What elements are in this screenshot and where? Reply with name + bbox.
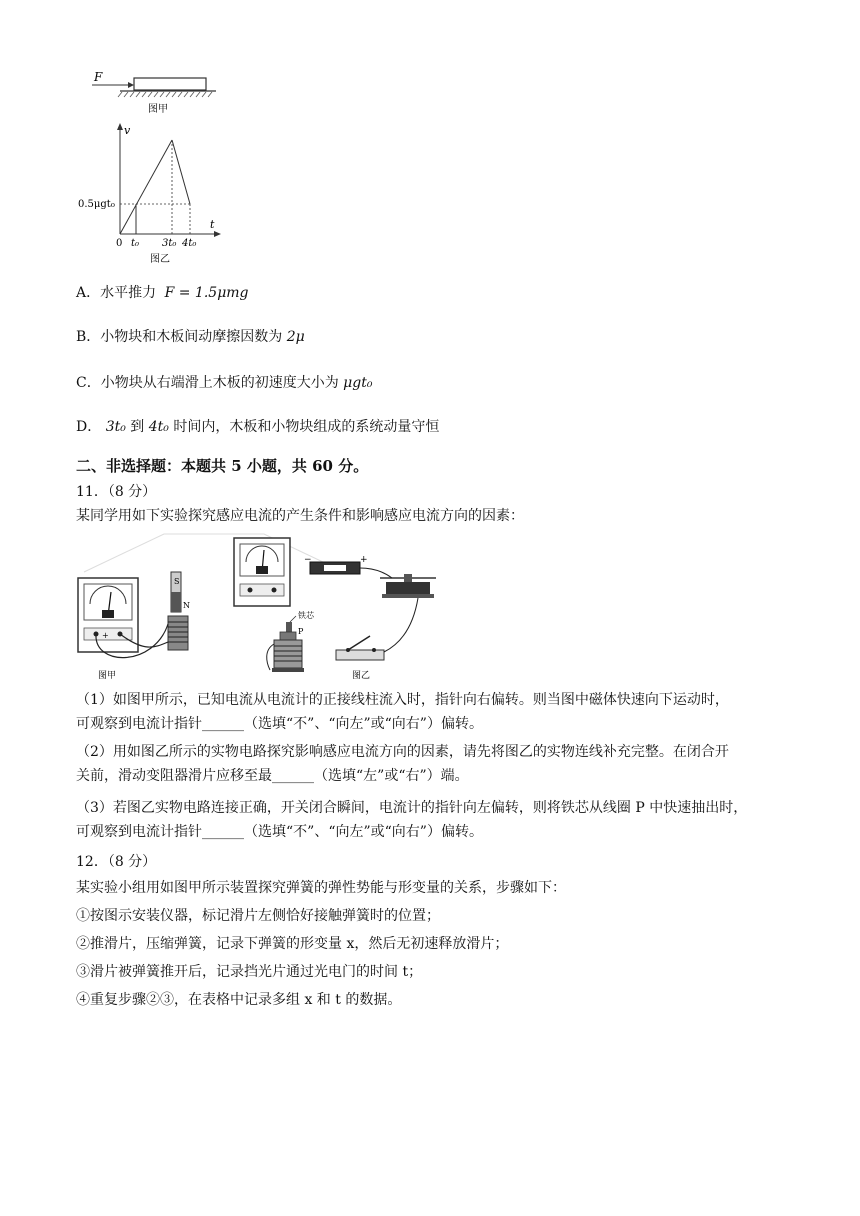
x-tick-t0: t₀ (131, 238, 140, 249)
q12-step2: ②推滑片，压缩弹簧，记录下弹簧的形变量 x，然后无初速释放滑片； (76, 936, 509, 952)
option-a (76, 282, 249, 302)
x-tick-4t0: 4t₀ (182, 238, 197, 249)
q11-p3-line2: 可观察到电流计指针______（选填“不”、“向左”或“向右”）偏转。 (76, 824, 483, 840)
option-b-formula: 2μ (286, 329, 305, 345)
q11-stem: 某同学用如下实验探究感应电流的产生条件和影响感应电流方向的因素： (76, 508, 524, 524)
figure-board-and-vt-graph (76, 66, 226, 266)
option-a-formula: F = 1.5μmg (164, 285, 249, 301)
option-c-letter: C． (76, 375, 101, 391)
q12-stem: 某实验小组用如图甲所示装置探究弹簧的弹性势能与形变量的关系，步骤如下： (76, 880, 566, 896)
option-a-text: 水平推力 (100, 285, 157, 301)
option-c-text: 小物块从右端滑上木板的初速度大小为 (100, 375, 339, 391)
coil-p-label: P (298, 627, 304, 636)
q11-p1-line2: 可观察到电流计指针______（选填“不”、“向左”或“向右”）偏转。 (76, 716, 483, 732)
option-c (76, 372, 372, 392)
q12-step4: ④重复步骤②③，在表格中记录多组 x 和 t 的数据。 (76, 992, 402, 1008)
caption-figure-yi: 图乙 (150, 254, 170, 265)
option-d-letter: D． (76, 419, 102, 435)
y-tick-label: 0.5μgt₀ (78, 199, 115, 210)
svg-text:+: + (360, 555, 368, 565)
q11-p1-line1: （1）如图甲所示，已知电流从电流计的正接线柱流入时，指针向右偏转。则当图中磁体快速向下运动时， (76, 692, 729, 708)
option-d-mid: 到 (130, 419, 145, 435)
option-d-text: 时间内，木板和小物块组成的系统动量守恒 (173, 419, 440, 435)
section-heading: 二、非选择题：本题共 5 小题，共 60 分。 (76, 457, 369, 475)
figure-yi-vt-graph (78, 123, 221, 265)
q11-p2-line1: （2）用如图乙所示的实物电路探究影响感应电流方向的因素，请先将图乙的实物连线补充完整。在闭合开 (76, 744, 729, 760)
svg-text:+: + (102, 631, 109, 640)
option-b (76, 326, 305, 346)
option-b-text: 小物块和木板间动摩擦因数为 (100, 329, 283, 345)
option-d-formula-pre: 3t₀ (105, 419, 126, 435)
option-b-letter: B． (76, 329, 101, 345)
force-label: F (94, 70, 103, 84)
svg-text:−: − (304, 555, 312, 565)
iron-core-label: 铁芯 (298, 611, 314, 620)
x-tick-0: 0 (116, 238, 123, 249)
x-tick-3t0: 3t₀ (162, 238, 177, 249)
magnet-s-label: S (174, 577, 180, 586)
q11-p3-line1: （3）若图乙实物电路连接正确，开关闭合瞬间，电流计的指针向左偏转，则将铁芯从线圈 P 中快速抽出时， (76, 800, 748, 816)
option-a-letter: A． (76, 285, 101, 301)
figure-yi-circuit (234, 538, 436, 681)
axis-v-label: v (124, 124, 131, 137)
figure-jia-board (92, 70, 216, 115)
magnet-n-label: N (183, 601, 190, 610)
figure-jia-galvanometer (78, 572, 190, 681)
figure-induction-experiments (74, 532, 444, 682)
caption-figure-2-yi: 图乙 (352, 671, 371, 681)
option-d (76, 416, 439, 436)
option-c-formula: μgt₀ (343, 375, 373, 391)
caption-figure-jia: 图甲 (148, 104, 168, 115)
q12-number: 12．（8 分） (76, 854, 157, 870)
axis-t-label: t (210, 218, 215, 231)
q12-step3: ③滑片被弹簧推开后，记录挡光片通过光电门的时间 t； (76, 964, 423, 980)
q11-p2-line2: 关前，滑动变阻器滑片应移至最______（选填“左”或“右”）端。 (76, 768, 469, 784)
option-d-formula-mid: 4t₀ (148, 419, 169, 435)
caption-figure-2-jia: 图甲 (98, 671, 117, 681)
q12-step1: ①按图示安装仪器，标记滑片左侧恰好接触弹簧时的位置； (76, 908, 440, 924)
q11-number: 11．（8 分） (76, 484, 157, 500)
